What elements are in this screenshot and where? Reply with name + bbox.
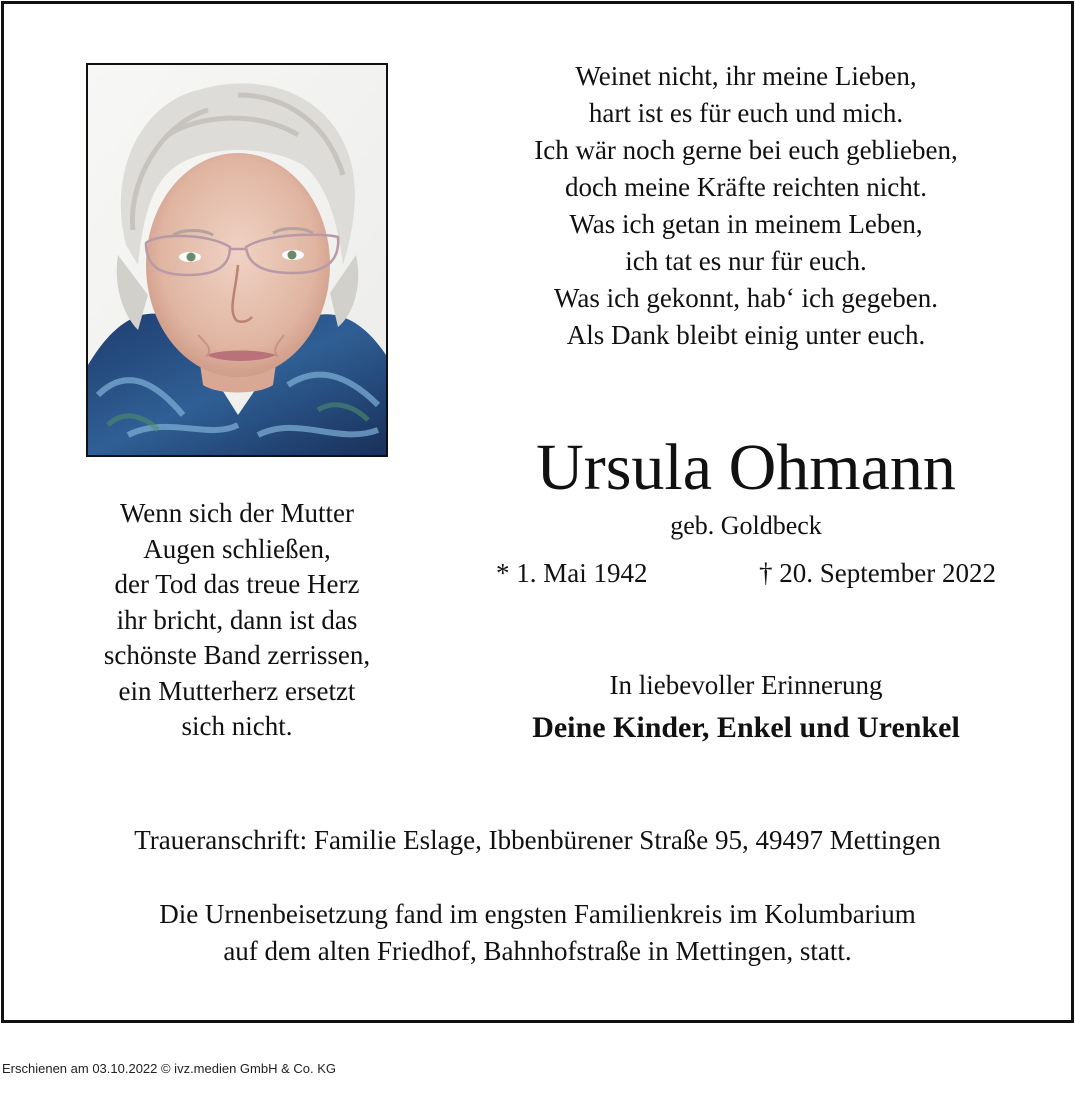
burial-notice (4, 896, 1071, 970)
poem-left-line: schönste Band zerrissen, (103, 640, 371, 670)
life-dates (496, 554, 996, 592)
poem-right-line: Ich wär noch gerne bei euch geblieben, (534, 135, 958, 165)
death-date: † 20. September 2022 (759, 558, 996, 588)
birth-date: * 1. Mai 1942 (496, 558, 648, 588)
poem-right-line: Was ich gekonnt, hab‘ ich gegeben. (554, 283, 938, 313)
poem-left-line: der Tod das treue Herz (114, 569, 360, 599)
poem-right-line: hart ist es für euch und mich. (588, 98, 904, 128)
poem-right-line: Weinet nicht, ihr meine Lieben, (575, 61, 917, 91)
poem-left-line: ihr bricht, dann ist das (116, 604, 358, 635)
poem-left-line: Augen schließen, (143, 533, 331, 564)
burial-line: auf dem alten Friedhof, Bahnhofstraße in Mettingen, statt. (223, 936, 852, 966)
burial-line: Die Urnenbeisetzung fand im engsten Familienkreis im Kolumbarium (159, 899, 916, 929)
deceased-name: Ursula Ohmann (536, 431, 956, 504)
poem-right-line: doch meine Kräfte reichten nicht. (564, 172, 928, 202)
poem-right-line: ich tat es nur für euch. (625, 246, 867, 276)
publication-footer: Erschienen am 03.10.2022 © ivz.medien GmbH & Co. KG (2, 1061, 337, 1076)
family-signature: Deine Kinder, Enkel und Urenkel (532, 711, 960, 744)
portrait-image (88, 65, 386, 455)
portrait-photo (86, 63, 388, 457)
memory-line: In liebevoller Erinnerung (609, 670, 883, 700)
poem-left-line: ein Mutterherz ersetzt (118, 675, 356, 706)
poem-right (496, 58, 996, 354)
poem-right-line: Was ich getan in meinem Leben, (569, 209, 923, 239)
poem-right-line: Als Dank bleibt einig unter euch. (566, 320, 926, 350)
poem-left (62, 496, 412, 745)
maiden-name: geb. Goldbeck (670, 511, 822, 540)
poem-left-line: Wenn sich der Mutter (119, 498, 354, 528)
mourning-address: Traueranschrift: Familie Eslage, Ibbenbürener Straße 95, 49497 Mettingen (134, 825, 941, 855)
poem-left-line: sich nicht. (181, 711, 293, 741)
